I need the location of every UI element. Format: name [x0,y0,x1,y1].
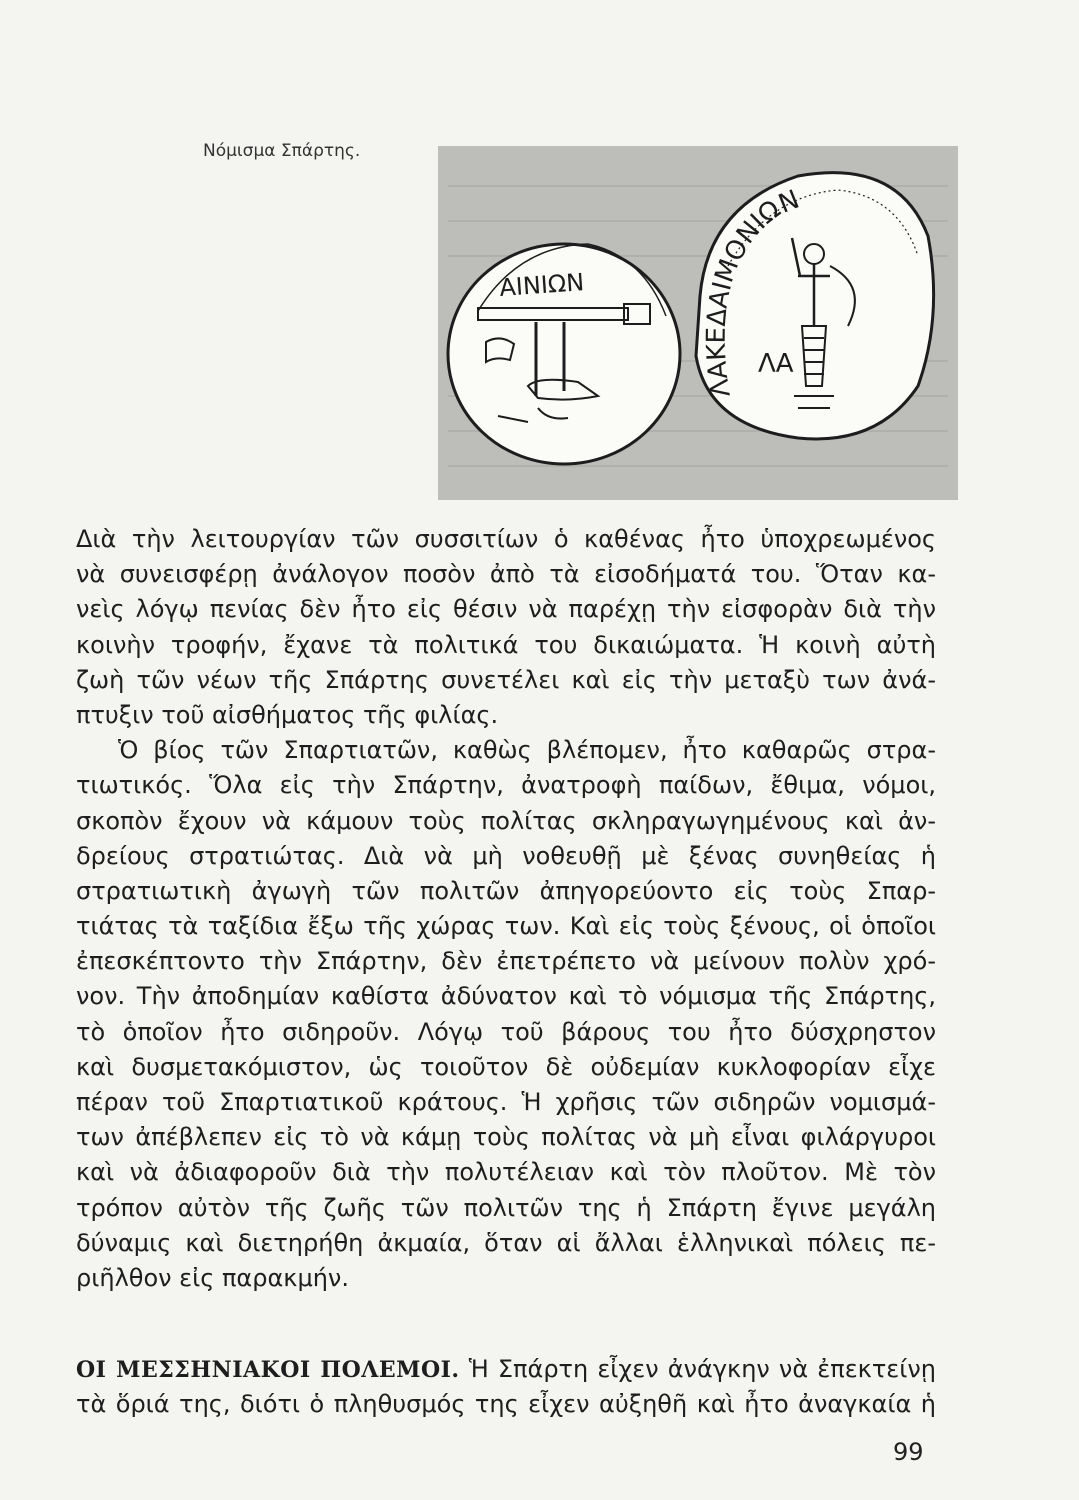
coin-reverse [696,173,934,439]
coin-obverse [448,244,680,464]
text-line: των ἀπέβλεπεν εἰς τὸ νὰ κάμῃ τοὺς πολίτας νὰ μὴ εἶναι φιλάργυροι [76,1123,936,1152]
coin-right-inner-legend: ΛΑ [758,349,794,379]
text-line: νεὶς λόγῳ πενίας δὲν ἦτο εἰς θέσιν νὰ παρέχῃ τὴν εἰσφορὰν διὰ τὴν [76,595,936,624]
text-line: δύναμις καὶ διετηρήθη ἀκμαία, ὅταν αἱ ἄλλαι ἑλληνικαὶ πόλεις πε- [76,1228,936,1257]
text-line: ζωὴ τῶν νέων τῆς Σπάρτης συνετέλει καὶ εἰς τὴν μεταξὺ των ἀνά- [76,665,936,694]
text-line: τὸ ὁποῖον ἦτο σιδηροῦν. Λόγῳ τοῦ βάρους του ἦτο δύσχρηστον [76,1017,936,1046]
text-line: νον. Τὴν ἀποδημίαν καθίστα ἀδύνατον καὶ τὸ νόμισμα τῆς Σπάρτης, [76,982,936,1011]
coin-illustration [438,146,958,500]
text-line: στρατιωτικὴ ἀγωγὴ τῶν πολιτῶν ἀπηγορεύοντο εἰς τοὺς Σπαρ- [76,876,936,905]
text-line: ριῆλθον εἰς παρακμήν. [76,1263,349,1292]
text-line: νὰ συνεισφέρῃ ἀνάλογον ποσὸν ἀπὸ τὰ εἰσοδήματά του. Ὅταν κα- [76,560,936,589]
section-first-line [76,1352,936,1387]
paragraph-syssitia [76,522,936,733]
text-line: τιάτας τὰ ταξίδια ἔξω τῆς χώρας των. Καὶ εἰς τοὺς ξένους, οἱ ὁποῖοι [76,912,936,941]
text-line: τρόπον αὐτὸν τῆς ζωῆς τῶν πολιτῶν της ἡ Σπάρτη ἔγινε μεγάλη [76,1193,936,1222]
text-line: κοινὴν τροφήν, ἔχανε τὰ πολιτικά του δικαιώματα. Ἡ κοινὴ αὐτὴ [76,630,936,659]
section-messenian-wars [76,1352,936,1422]
text-line: πέραν τοῦ Σπαρτιατικοῦ κράτους. Ἡ χρῆσις τῶν σιδηρῶν νομισμά- [76,1088,936,1116]
text-line: δρείους στρατιώτας. Διὰ νὰ μὴ νοθευθῇ μὲ ξένας συνηθείας ἡ [76,841,936,870]
paragraph-spartan-life [76,733,936,1296]
text-line: ἐπεσκέπτοντο τὴν Σπάρτην, δὲν ἐπετρέπετο νὰ μείνουν πολὺν χρό- [76,947,936,976]
coin-drawing [438,146,958,500]
text-line: σκοπὸν ἔχουν νὰ κάμουν τοὺς πολίτας σκληραγωγημένους καὶ ἀν- [76,806,936,835]
page-number: 99 [893,1438,924,1466]
section-line1-text: Ἡ Σπάρτη εἶχεν ἀνάγκην νὰ ἐπεκτείνῃ [468,1355,936,1383]
text-line: τιωτικός. Ὅλα εἰς τὴν Σπάρτην, ἀνατροφὴ παίδων, ἔθιμα, νόμοι, [76,771,936,800]
section-title: ΟΙ ΜΕΣΣΗΝΙΑΚΟΙ ΠΟΛΕΜΟΙ. [76,1357,460,1383]
coin-left-legend: ΑΙΝΙΩΝ [498,268,586,302]
text-line: τὰ ὅριά της, διότι ὁ πληθυσμός της εἶχεν αὐξηθῆ καὶ ἦτο ἀναγκαία ἡ [76,1390,936,1419]
text-line: πτυξιν τοῦ αἰσθήματος τῆς φιλίας. [76,700,499,729]
text-line: καὶ δυσμετακόμιστον, ὡς τοιοῦτον δὲ οὐδεμίαν κυκλοφορίαν εἶχε [76,1052,936,1081]
text-line: Ὁ βίος τῶν Σπαρτιατῶν, καθὼς βλέπομεν, ἦτο καθαρῶς στρα- [118,736,936,765]
figure-caption: Νόμισμα Σπάρτης. [203,141,361,161]
text-line: καὶ νὰ ἀδιαφοροῦν διὰ τὴν πολυτέλειαν καὶ τὸν πλοῦτον. Μὲ τὸν [76,1158,936,1187]
body-text [76,522,936,1296]
coin-right-legend: ΛΑΚΕΔΑΙΜΟΝΙΩΝ [701,184,804,400]
text-line: Διὰ τὴν λειτουργίαν τῶν συσσιτίων ὁ καθένας ἦτο ὑποχρεωμένος [76,525,936,553]
